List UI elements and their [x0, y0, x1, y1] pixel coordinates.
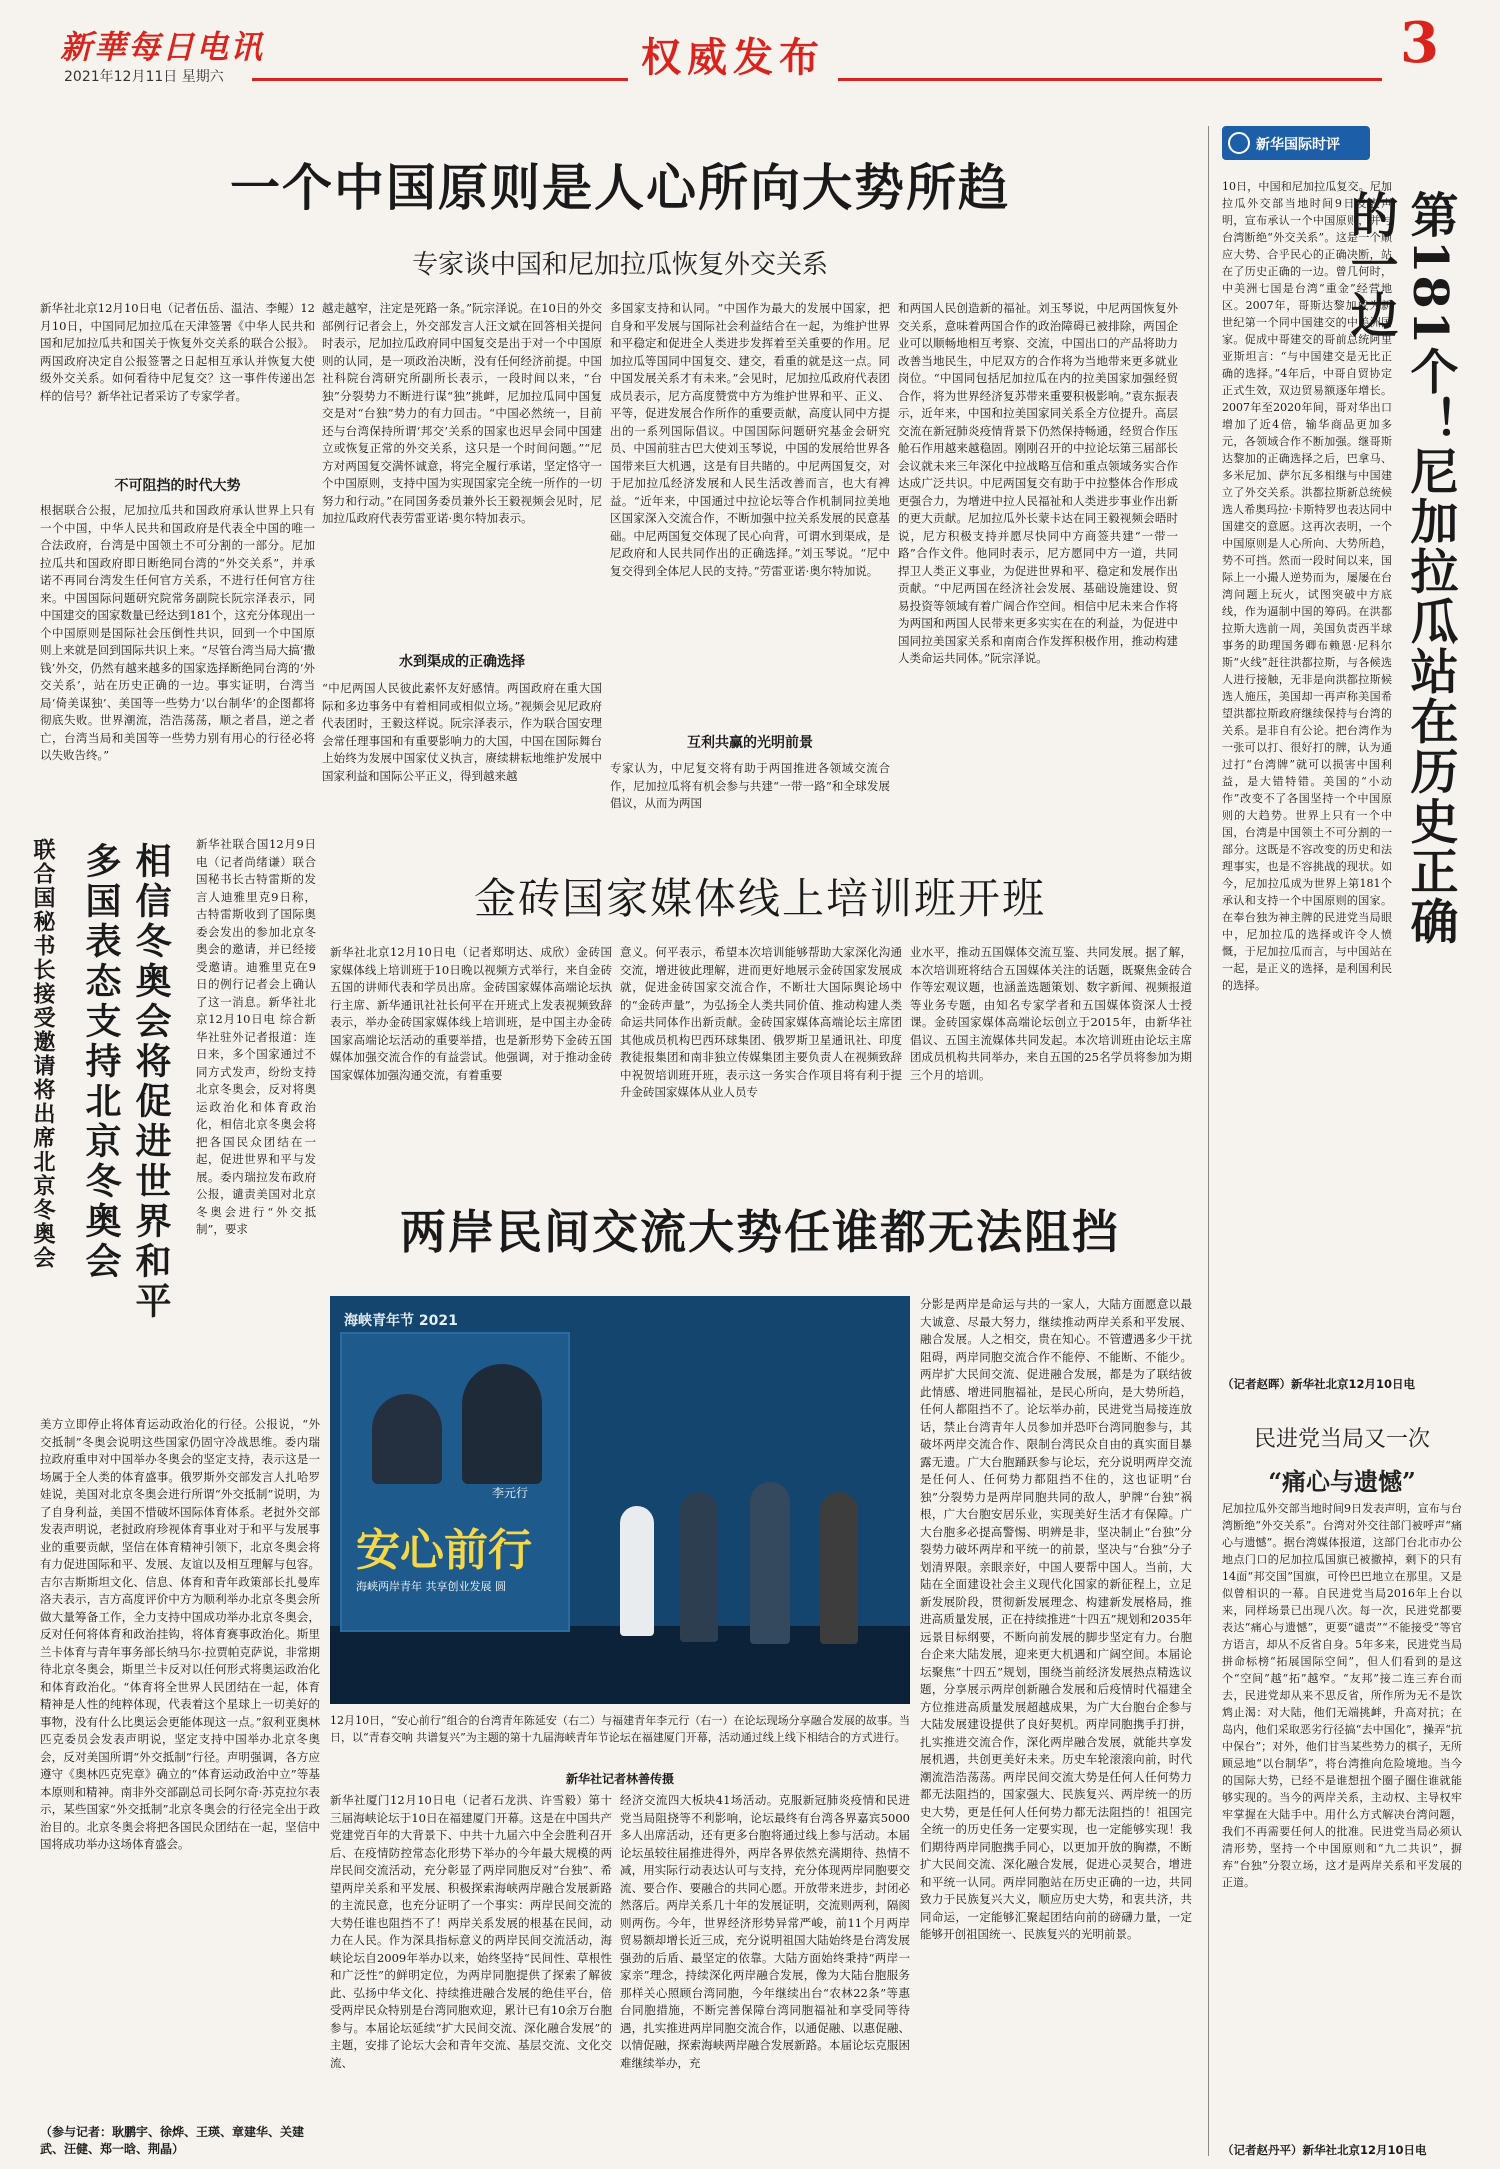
photo-person-1 [372, 1394, 442, 1484]
photo-person-2 [462, 1364, 542, 1484]
olympics-headline-2: 多国表态支持北京冬奥会 [80, 842, 122, 1282]
sidebar2-title-2: “痛心与遗憾” [1268, 1467, 1416, 1496]
globe-icon [1228, 132, 1250, 154]
cross-strait-right-text: 分影是两岸是命运与共的一家人，大陆方面愿意以最大诚意、尽最大努力，继续推动两岸关系和平发展、融合发展。人之相交，贵在知心。不管遭遇多少干扰阻碍，两岸同胞交流合作不能停、不能断、不能少。两岸扩大民间交流、促进融合发展，都是为了联结彼此情感、增进同胞福祉，是民心所向，是大势所趋，任何人都阻挡不了。论坛举办前，民进党当局接连放话，禁止台湾青年人员参加并恐吓台湾同胞参与，其破坏两岸交流合作、限制台湾民众自由的真实面目暴露无遗。广大台胞踊跃参与论坛，充分说明两岸交流是任何人、任何势力都阻挡不住的，这也证明“台独”分裂势力是两岸同胞共同的敌人，驴牌“台独”祸根，广大台胞安居乐业，实现美好生活才有保障。广大台胞多必提高警惕、明辨是非，坚决制止“台独”分裂势力破坏两岸和平统一的前景，坚决与“台独”分子划清界限。亲眼亲好，中国人要帮中国人。当前，大陆在全面建设社会主义现代化国家的新征程上，立足新发展阶段，贯彻新发展理念、构建新发展格局，推进高质量发展，正在持续推进“十四五”规划和2035年远景目标纲要，不断向前发展的脚步坚定有力。台胞台企来大陆发展，迎来更大机遇和广阔空间。本届论坛聚焦“十四五”规划，围绕当前经济发展热点精选议题，分享展示两岸创新融合发展和后疫情时代福建全方位推进高质量发展超越成果，为广大台胞台企参与大陆发展建设提供了良好契机。两岸同胞携手打拼，扎实推进交流合作，深化两岸融合发展，就能共享发展机遇，共创更美好未来。历史车轮滚滚向前，时代潮流浩浩荡荡。两岸民间交流大势是任何人任何势力都无法阻挡的，国家强大、民族复兴、两岸统一的历史大势，更是任何人任何势力都无法阻挡的！祖国完全统一的历史任务一定要实现，也一定能够实现！我们期待两岸同胞携手同心，以更加开放的胸襟，不断扩大民间交流、深化融合发展，促进心灵契合，增进和平统一认同。两岸同胞站在历史正确的一边，共同致力于民族复兴大义，顺应历史大势，和衷共济，共同命运，一定能够汇聚起团结向前的磅礴力量，一定能够开创祖国统一、民族复兴的光明前景。 [920, 1297, 1192, 1941]
photo-presenter-4 [820, 1492, 858, 1644]
masthead-rule-left [252, 78, 628, 81]
article1-col3: 多国家支持和认同。“中国作为最大的发展中国家，把自身和平发展与国际社会利益结合在一起，为维护世界和平稳定和促进全人类进步发挥着至关重要的作用。尼加拉瓜等国同中国复交、建交，看重的就是这一点。同中国发展关系才有未来。”会见时，尼加拉瓜政府代表团成员表示，尼方高度赞赏中方为维护世界和平、正义、平等，促进发展合作所作的重要贡献，高度认同中方提出的一系列国际倡议。中国国际问题研究基金会研究员、中国前驻古巴大使刘玉琴说，中国的发展给世界各国带来巨大机遇，这是有目共睹的。中尼两国复交，对于尼加拉瓜经济发展和人民生活改善而言，也大有裨益。“近年来，中国通过中拉论坛等合作机制同拉美地区国家深入交流合作，不断加强中拉关系发展的民意基础。中尼两国复交体现了民心向背，可谓水到渠成，是尼政府和人民共同作出的正确选择。”刘玉琴说。“尼中复交得到全体尼人民的支持。”劳雷亚诺·奥尔特加说。 [610, 301, 890, 578]
olympics-body-lower: 美方立即停止将体育运动政治化的行径。公报说，“外交抵制”冬奥会说明这些国家仍固守冷战思维。委内瑞拉政府重申对中国举办冬奥会的坚定支持，表示这是一场属于全人类的体育盛事。俄罗斯外交部发言人扎哈罗娃说，美国对北京冬奥会进行所谓“外交抵制”说明，为了自身利益，美国不惜破坏国际体育体系。老挝外交部发表声明说，老挝政府珍视体育事业对于和平与发展事业的重要贡献，坚信在体育精神引领下，北京冬奥会将有力促进国际和平、发展、友谊以及相互理解与包容。吉尔吉斯斯坦文化、信息、体育和青年政策部长扎曼库洛夫表示，吉方高度评价中方为顺利举办北京冬奥会所做大量筹备工作，全力支持中国成功举办北京冬奥会，反对任何将体育和政治挂钩，将体育赛事政治化。斯里兰卡体育与青年事务部长纳马尔·拉贾帕克萨说，非常期待北京冬奥会，斯里兰卡反对以任何形式将奥运政治化和体育政治化。“体育将全世界人民团结在一起，体育精神是人性的纯粹体现，代表着这个星球上一切美好的事物，没有什么比奥运会更能体现这一点。”叙利亚奥林匹克委员会发表声明说，坚定支持中国举办北京冬奥会，反对美国所谓“外交抵制”行径。声明强调，各方应遵守《奥林匹克宪章》确立的“体育运动政治中立”等基本原则和精神。南非外交部副总司长阿尔奇·苏克拉尔表示，某些国家“外交抵制”北京冬奥会的行径完全出于政治目的。北京冬奥会将把各国民众团结在一起，坚信中国将成功举办这场体育盛会。 [40, 1417, 320, 1851]
brics-col1: 新华社北京12月10日电（记者郑明达、成欣）金砖国家媒体线上培训班于10日晚以视频方式举行，来自金砖五国的讲师代表和学员出席。金砖国家媒体高端论坛执行主席、新华通讯社社长何平在开班式上发表视频致辞表示，举办金砖国家媒体线上培训班，是中国主办金砖国家高端论坛活动的重要举措，也是新形势下金砖五国媒体加强交流合作的有益尝试。他强调，对于推动金砖国家媒体加强沟通交流，有着重要 [330, 945, 612, 1082]
article1-subhead-2: 水到渠成的正确选择 [399, 654, 525, 670]
commentary-title: 第181个！尼加拉瓜站在历史正确的一边 [1342, 190, 1458, 947]
article1-col2-body: “中尼两国人民彼此素怀友好感情。两国政府在重大国际和多边事务中有着相同或相似立场。”视频会见尼政府代表团时，王毅这样说。阮宗泽表示，作为联合国安理会常任理事国和有重要影响力的大国，中国在国际舞台上始终为发展中国家仗义执言，赓续耕耘地维护发展中国家利益和国际公平正义，得到越来越 [322, 681, 602, 783]
article1-col1-body: 根据联合公报，尼加拉瓜共和国政府承认世界上只有一个中国，中华人民共和国政府是代表全中国的唯一合法政府，台湾是中国领土不可分割的一部分。尼加拉瓜共和国政府即日断绝同台湾的“外交关系”，并承诺不再同台湾发生任何官方关系，不进行任何官方往来。中国国际问题研究院常务副院长阮宗泽表示，同中国建交的国家数量已经达到181个，这充分体现出一个中国原则是国际社会压倒性共识，回到一个中国原则上来就是回到国际共识上来。“尽管台湾当局大搞‘撒钱’外交，仍然有越来越多的国家选择断绝同台湾的‘外交关系’，站在历史正确的一边。事实证明，台湾当局‘倚美谋独’、美国等一些势力‘以台制华’的企图都将彻底失败。世界潮流，浩浩荡荡，顺之者昌，逆之者亡，台湾当局和美国等一些势力别有用心的行径必将以失败告终。” [40, 503, 315, 762]
article1-col3-body: 专家认为，中尼复交将有助于两国推进各领域交流合作，尼加拉瓜将有机会参与共建“一带一路”和全球发展倡议，从而为两国 [610, 761, 890, 810]
article1-headline: 一个中国原则是人心所向大势所趋 [230, 158, 1010, 217]
photo-banner-sub: 海峡两岸青年 共享创业发展 圆 [356, 1580, 506, 1593]
photo-presenter-1 [620, 1506, 654, 1636]
brics-headline: 金砖国家媒体线上培训班开班 [473, 874, 1046, 923]
olympics-byline: （参与记者：耿鹏宇、徐烨、王瑛、章建华、关建武、汪健、郑一晗、荆晶） [40, 2125, 305, 2156]
brics-col3: 业水平，推动五国媒体交流互鉴、共同发展。据了解，本次培训班将结合五国媒体关注的话题，既聚焦金砖合作等宏观议题，也涵盖选题策划、数字新闻、视频报道等业务专题，由知名专家学者和五国媒体资深人士授课。金砖国家媒体高端论坛创立于2015年，由新华社倡议、五国主流媒体共同发起。本次培训班由论坛主席团成员机构共同举办，来自五国的25名学员将参加为期三个月的培训。 [910, 945, 1192, 1082]
page-number: 3 [1400, 10, 1439, 76]
newspaper-logo: 新華每日电讯 [60, 28, 265, 66]
article1-subheadline: 专家谈中国和尼加拉瓜恢复外交关系 [411, 250, 828, 280]
sidebar2-title-1: 民进党当局又一次 [1253, 1427, 1430, 1452]
article1-col4: 和两国人民创造新的福祉。刘玉琴说，中尼两国恢复外交关系，意味着两国合作的政治障碍已被排除，两国企业可以顺畅地相互考察、交流，中国出口的产品将助力改善当地民生，中尼双方的合作将为当地带来更多就业岗位。“中国同包括尼加拉瓜在内的拉美国家加强经贸合作，将为世界经济复苏带来重要积极影响。”袁东振表示，近年来，中国和拉美国家同关系全方位提升。高层交流在新冠肺炎疫情背景下仍然保持畅通，经贸合作压舱石作用越来越稳固。刚刚召开的中拉论坛第三届部长会议就未来三年深化中拉战略互信和重点领域务实合作达成广泛共识。中尼两国复交有助于中拉整体合作形成更强合力，为增进中拉人民福祉和人类进步事业作出新的更大贡献。尼加拉瓜外长蒙卡达在同王毅视频会晤时说，尼方积极支持并愿尽快同中方商签共建“一带一路”合作文件。他同时表示，尼方愿同中方一道，共同捍卫人类正义事业，为促进世界和平、稳定和发展作出贡献。“中尼两国在经济社会发展、基础设施建设、贸易投资等领域有着广阔合作空间。相信中尼未来合作将为两国和两国人民带来更多实实在在的利益，为促进中国同拉美国家关系和南南合作发挥积极作用，推动构建人类命运共同体。”阮宗泽说。 [898, 301, 1178, 665]
photo-event-logo: 海峡青年节 2021 [344, 1313, 458, 1329]
masthead [30, 8, 1470, 92]
photo-credit: 新华社记者林善传摄 [565, 1772, 674, 1786]
commentary-badge [1222, 126, 1370, 160]
olympics-body: 新华社联合国12月9日电（记者尚绪谦）联合国秘书长古特雷斯的发言人迪雅里克9日称，古特雷斯收到了国际奥委会发出的参加北京冬奥会的邀请，并已经接受邀请。迪雅里克在9日的例行记者会上确认了这一消息。新华社北京12月10日电 综合新华社驻外记者报道：连日来，多个国家通过不同方式发声，纷纷支持北京冬奥会，反对将奥运政治化和体育政治化，相信北京冬奥会将把各国民众团结在一起，促进世界和平与发展。委内瑞拉发布政府公报，谴责美国对北京冬奥会进行“外交抵制”，要求 [196, 837, 316, 1236]
cross-strait-lower-col2: 经济交流四大板块41场活动。克服新冠肺炎疫情和民进党当局阻挠等不利影响，论坛最终有台湾各界嘉宾5000多人出席活动，还有更多台胞将通过线上参与活动。本届论坛虽较往届推进得外，两岸各界依然充满期待、热情不减，用实际行动表达认可与支持，充分体现两岸同胞要交流、要合作、要融合的共同心愿。开放带来进步，封闭必然落后。两岸关系几十年的发展证明，交流则两利，隔阂则两伤。今年，世界经济形势异常严峻，前11个月两岸贸易额却增长近三成，充分说明祖国大陆始终是台湾发展强劲的后盾、最坚定的依靠。大陆方面始终秉持“两岸一家亲”理念，持续深化两岸融合发展，像为大陆台胞服务那样关心照顾台湾同胞，今年继续出台“农林22条”等惠台同胞措施，不断完善保障台湾同胞福祉和享受同等待遇，扎实推进两岸同胞交流合作，以通促融、以惠促融、以情促融，探索海峡两岸融合发展新路。本届论坛克服困难继续举办，充 [620, 1793, 910, 2070]
article1-subhead-1: 不可阻挡的时代大势 [114, 478, 241, 494]
column-divider [1208, 126, 1209, 2156]
commentary-badge-label: 新华国际时评 [1256, 137, 1340, 153]
photo-banner: 安心前行 [356, 1525, 532, 1576]
issue-date: 2021年12月11日 星期六 [64, 69, 224, 85]
article1-col2: 越走越窄，注定是死路一条。”阮宗泽说。在10日的外交部例行记者会上，外交部发言人汪文斌在回答相关提问时表示，尼加拉瓜政府同中国复交是出于对一个中国原则的认同，是一项政治决断，没有任何经济前提。中国社科院台湾研究所副所长表示，一段时间以来，“台独”分裂势力不断进行谋“独”挑衅，尼加拉瓜同中国复交是对“台独”势力的有力回击。“中国必然统一，目前还与台湾保持所谓‘邦交’关系的国家也迟早会同中国建立或恢复正常的外交关系，这只是一个时间问题。”“尼方对两国复交满怀诚意，将完全履行承诺，坚定恪守一个中国原则，支持中国为实现国家完全统一所作的一切努力和行动。”在同国务委员兼外长王毅视频会见时，尼加拉瓜政府代表劳雷亚诺·奥尔特加表示。 [322, 301, 602, 525]
commentary-body: 10日，中国和尼加拉瓜复交。尼加拉瓜外交部当地时间9日发表声明，宣布承认一个中国原则，并与台湾断绝“外交关系”。这是一个顺应大势、合乎民心的正确决断，站在了历史正确的一边。曾几何时，中美洲七国是台湾“重金”经营地区。2007年，哥斯达黎加成为新世纪第一个同中国建交的中美洲国家。促成中哥建交的哥前总统阿里亚斯坦言：“与中国建交是无比正确的选择。”4年后，中哥自贸协定正式生效，双边贸易额逐年增长。2007年至2020年间，哥对华出口增加了近4倍，输华商品更加多元，各领域合作不断加强。继哥斯达黎加的正确选择之后，巴拿马、多米尼加、萨尔瓦多相继与中国建立了外交关系。洪都拉斯新总统候选人希奥玛拉·卡斯特罗也表达同中国建交的意愿。这再次表明，一个中国原则是人心所向、大势所趋，势不可挡。然而一段时间以来，国际上一小撮人逆势而为，屡屡在台湾问题上玩火，试图突破中方底线，作为逼制中国的筹码。在洪都拉斯大选前一周，美国负责西半球事务的助理国务卿布赖恩·尼科尔斯“火线”赶往洪都拉斯，与各候选人进行接触，无非是向洪都拉斯候选人施压，美国却一再声称美国希望洪都拉斯政府继续保持与台湾的关系。是非自有公论。把台湾作为一张可以打、很好打的牌，认为通过打“台湾牌”就可以损害中国利益，是大错特错。美国的“小动作”改变不了各国坚持一个中国原则的大趋势。世界上只有一个中国，台湾是中国领土不可分割的一部分。这既是不容改变的历史和法理事实，也是不容挑战的现状。如今，尼加拉瓜成为世界上第181个承认和支持一个中国原则的国家。在奉台独为神主牌的民进党当局眼中，尼加拉瓜的选择或许令人愤慨，于尼加拉瓜而言，与中国站在一起，是正义的选择，是利国利民的选择。 [1222, 180, 1392, 992]
article1-col1-intro: 新华社北京12月10日电（记者伍岳、温洁、李鲲）12月10日，中国同尼加拉瓜在天津签署《中华人民共和国和尼加拉瓜共和国关于恢复外交关系的联合公报》。两国政府决定自公报签署之日起相互承认并恢复大使级外交关系。如何看待中尼复交？这一事件传递出怎样的信号？新华社记者采访了专家学者。 [40, 301, 315, 403]
photo-caption: 12月10日，“安心前行”组合的台湾青年陈延安（右二）与福建青年李元行（右一）在论坛现场分享融合发展的故事。当日，以“青春交响 共谱复兴”为主题的第十九届海峡青年节论坛在福建厦门开幕，活动通过线上线下相结合的方式进行。 [330, 1714, 910, 1744]
masthead-rule-right [838, 78, 1382, 81]
sidebar2-byline: （记者赵丹平）新华社北京12月10日电 [1222, 2143, 1427, 2157]
commentary-byline: （记者赵晖）新华社北京12月10日电 [1222, 1377, 1416, 1391]
photo-presenter-2 [680, 1492, 718, 1642]
article1-subhead-3: 互利共赢的光明前景 [687, 735, 813, 751]
photo-screen [340, 1332, 570, 1632]
event-photo [330, 1296, 910, 1704]
olympics-headline-1: 相信冬奥会将促进世界和平 [130, 842, 172, 1322]
photo-name-label: 李元行 [492, 1486, 529, 1500]
section-title: 权威发布 [641, 34, 825, 81]
olympics-kicker: 联合国秘书长接受邀请将出席北京冬奥会 [30, 838, 56, 1270]
brics-col2: 意义。何平表示，希望本次培训能够帮助大家深化沟通交流，增进彼此理解，进而更好地展示金砖国家发展成就，促进金砖国家交流合作，不断壮大国际舆论场中的“金砖声量”，为弘扬全人类共同价值、推动构建人类命运共同体作出新贡献。金砖国家媒体高端论坛主席团其他成员机构巴西环球集团、俄罗斯卫星通讯社、印度教徒报集团和南非独立传媒集团主要负责人在视频致辞中祝贺培训班开班，表示这一务实合作项目将有利于提升金砖国家媒体从业人员专 [620, 945, 902, 1099]
cross-strait-headline: 两岸民间交流大势任谁都无法阻挡 [400, 1205, 1120, 1259]
cross-strait-lower-col1: 新华社厦门12月10日电（记者石龙洪、许雪毅）第十三届海峡论坛于10日在福建厦门开幕。这是在中国共产党建党百年的大背景下、中共十九届六中全会胜利召开后、在疫情防控常态化形势下举办的今年最大规模的两岸民间交流活动，充分彰显了两岸同胞反对“台独”、希望两岸关系和平发展、积极探索海峡两岸融合发展新路的主流民意，也充分证明了一个事实：两岸民间交流的大势任谁也阻挡不了！两岸关系发展的根基在民间，动力在人民。作为深具指标意义的两岸民间交流活动，海峡论坛自2009年举办以来，始终坚持“民间性、草根性和广泛性”的鲜明定位，为两岸同胞提供了探索了解彼此、弘扬中华文化、持续推进融合发展的绝佳平台，倍受两岸民众特别是台湾同胞欢迎，累计已有10余万台胞参与。本届论坛延续“扩大民间交流、深化融合发展”的主题，安排了论坛大会和青年交流、基层交流、文化交流、 [330, 1793, 612, 2070]
sidebar2-body: 尼加拉瓜外交部当地时间9日发表声明，宣布与台湾断绝“外交关系”。台湾对外交往部门被呼声“痛心与遗憾”。据台湾媒体报道，这部门台北市办公地点门口的尼加拉瓜国旗已被撤掉，剩下的只有14面“邦交国”国旗，可怜巴巴地立在那里。又是似曾相识的一幕。自民进党当局2016年上台以来，同样场景已出现八次。每一次，民进党都要表达“痛心与遗憾”，更要“谴责”“不能接受”等官方语言，却从不反省自身。5年多来，民进党当局拼命标榜“拓展国际空间”，但人们看到的是这个“空间”越“拓”越窄。“友邦”接二连三弃台而去，民进党却从来不思反省，所作所为无不是饮鸩止渴：对大陆，他们无端挑衅，升高对抗；在岛内，他们采取恶劣行径搞“去中国化”，操弄“抗中保台”；对外，他们甘当某些势力的棋子，无所顾忌地“以台制华”，将台湾推向危险境地。当今的国际大势，已经不是谁想扭个圈子圈住谁就能够实现的。当今的两岸关系，主动权、主导权牢牢掌握在大陆手中。用什么方式解决台湾问题，我们不再需要任何人的批准。民进党当局必须认清形势，坚持一个中国原则和“九二共识”，摒弃“台独”分裂立场，这才是两岸关系和平发展的正道。 [1222, 1502, 1462, 1889]
photo-presenter-3 [750, 1482, 790, 1644]
